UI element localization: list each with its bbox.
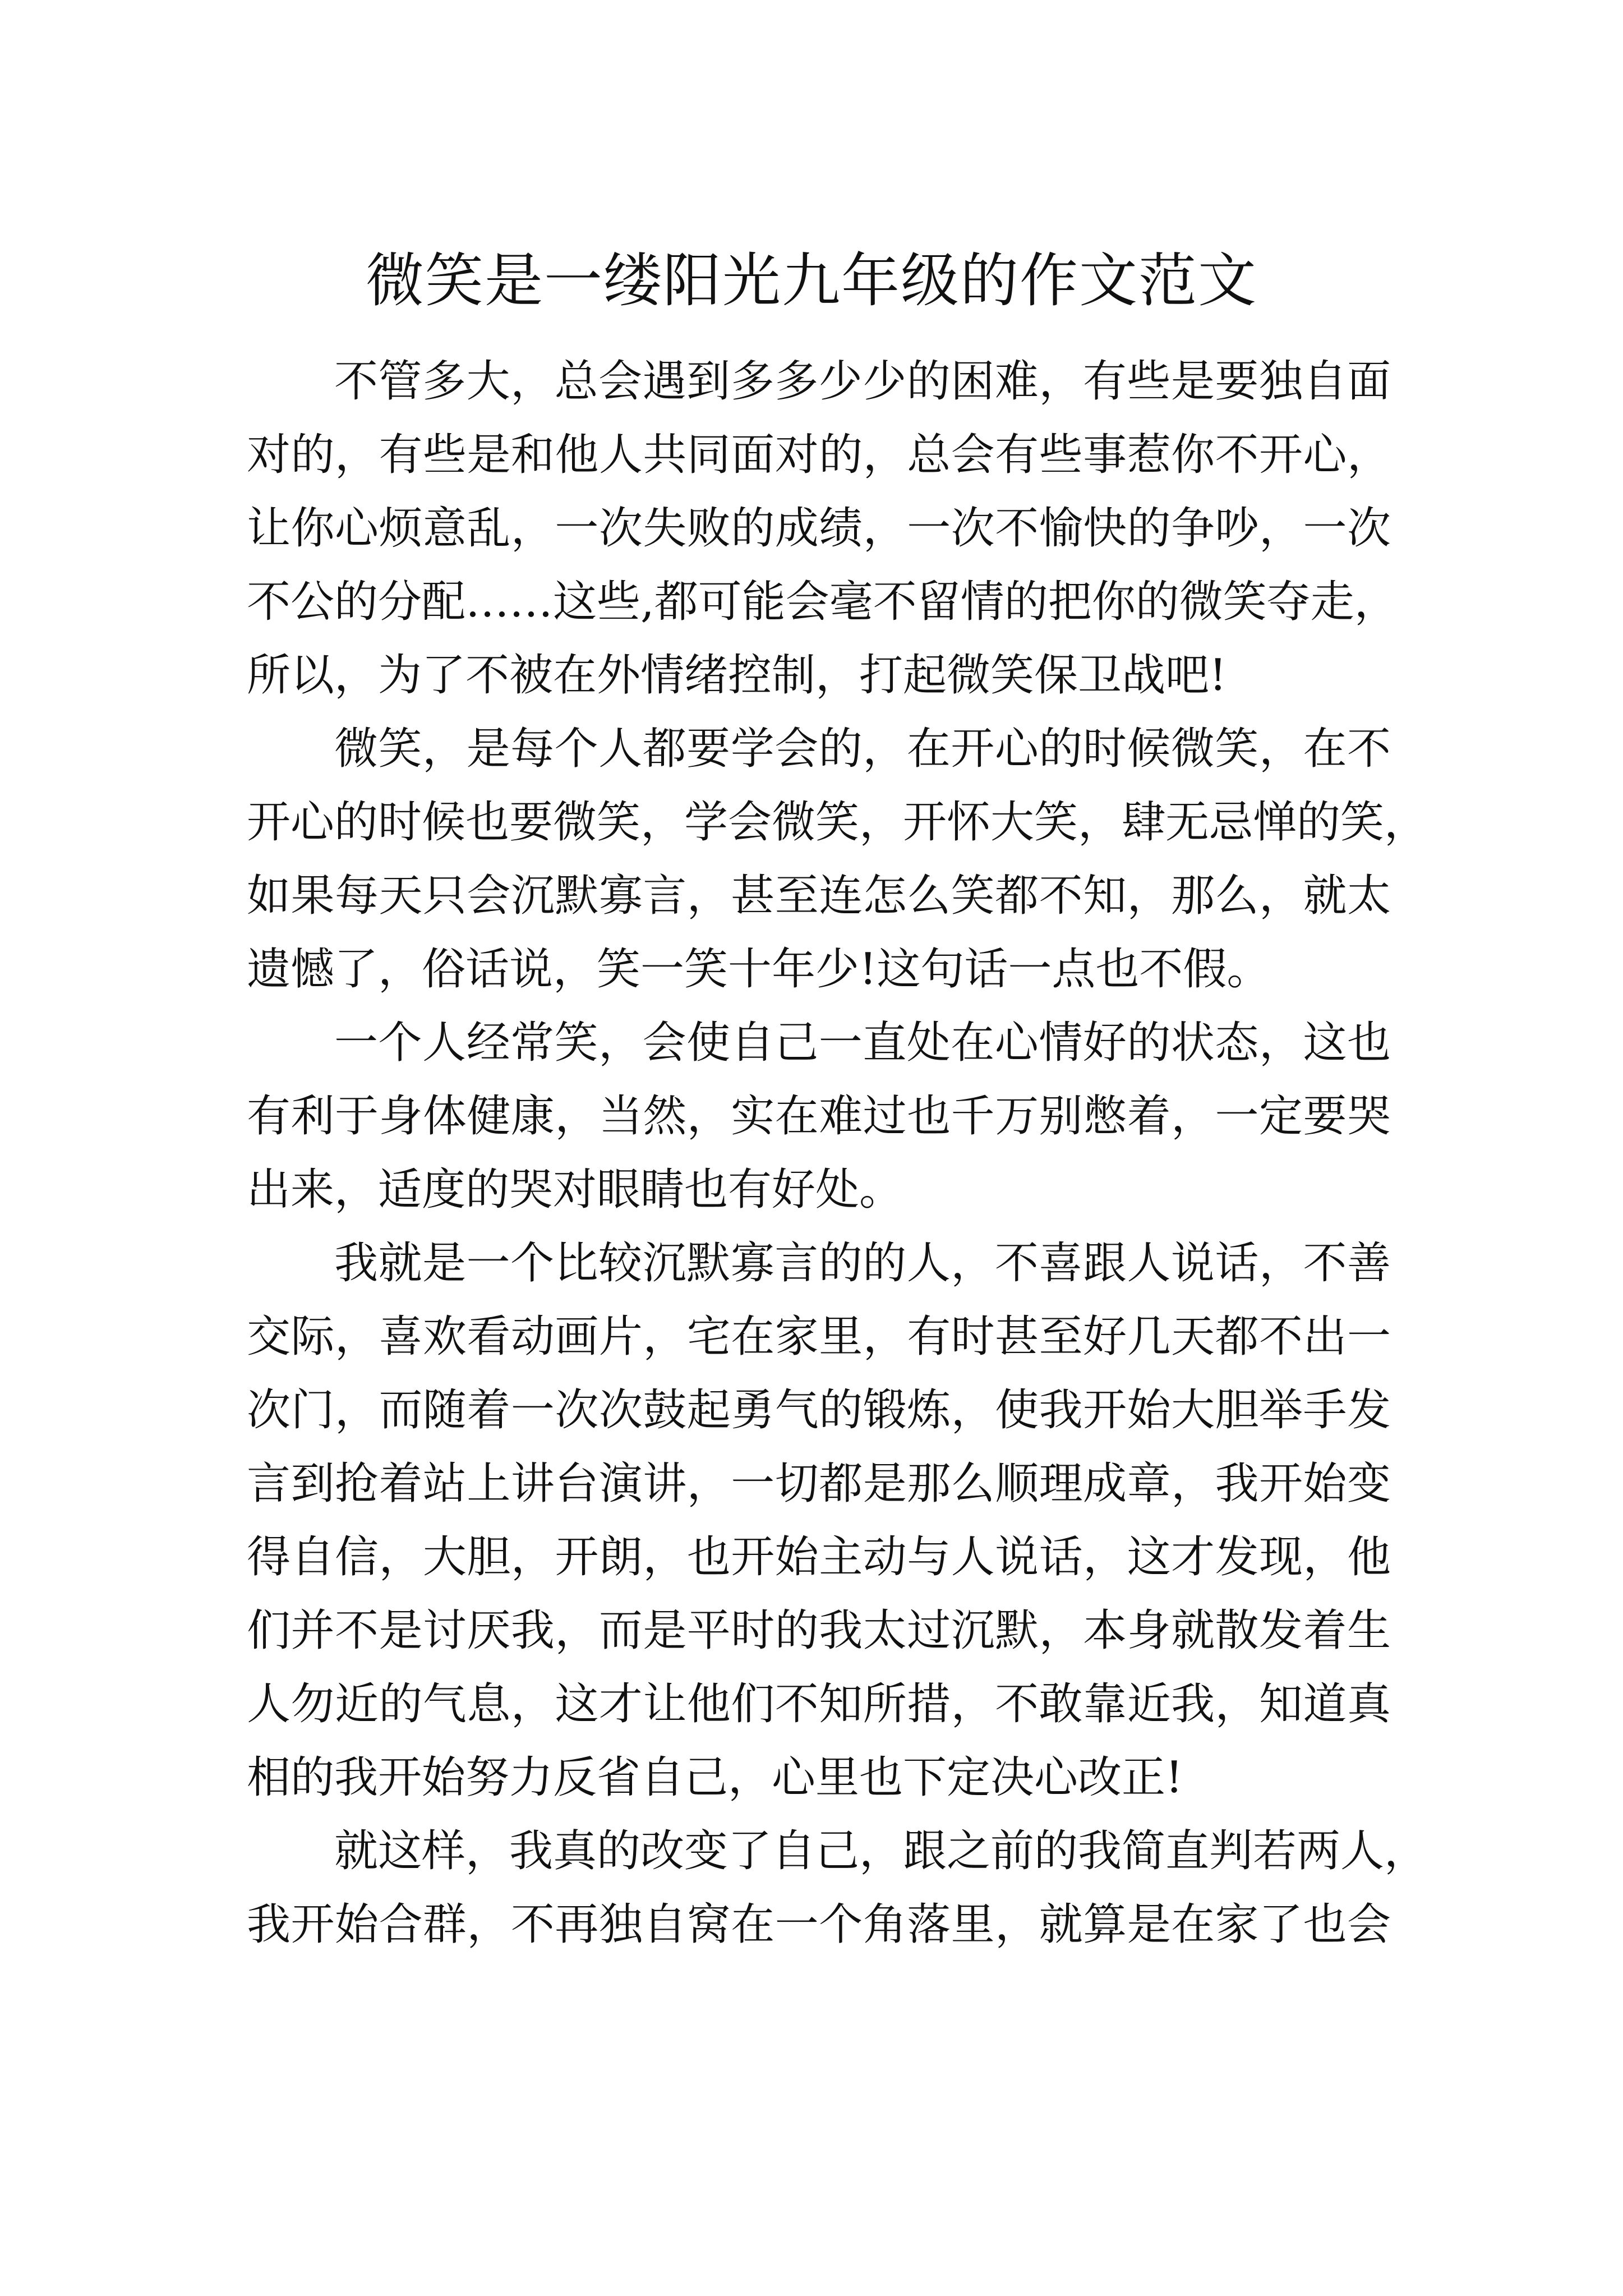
text-line: 言到抢着站上讲台演讲，一切都是那么顺理成章，我开始变 — [247, 1458, 1391, 1509]
text-line: 不公的分配……这些,都可能会毫不留情的把你的微笑夺走， — [247, 577, 1398, 627]
text-line: 我开始合群，不再独自窝在一个角落里，就算是在家了也会 — [247, 1899, 1391, 1950]
text-line: 出来，适度的哭对眼睛也有好处。 — [247, 1165, 903, 1215]
text-line: 对的，有些是和他人共同面对的，总会有些事惹你不开心， — [247, 430, 1391, 480]
document-body — [247, 345, 1428, 1962]
text-line: 遗憾了，俗话说，笑一笑十年少!这句话一点也不假。 — [247, 944, 1271, 995]
text-line: 开心的时候也要微笑，学会微笑，开怀大笑，肆无忌惮的笑， — [247, 797, 1428, 848]
text-line: 交际，喜欢看动画片，宅在家里，有时甚至好几天都不出一 — [247, 1312, 1391, 1362]
text-line: 相的我开始努力反省自己，心里也下定决心改正! — [247, 1752, 1183, 1803]
text-line: 让你心烦意乱，一次失败的成绩，一次不愉快的争吵，一次 — [247, 503, 1391, 554]
text-line: 有利于身体健康，当然，实在难过也千万别憋着，一定要哭 — [247, 1091, 1391, 1142]
text-line: 人勿近的气息，这才让他们不知所措，不敢靠近我，知道真 — [247, 1679, 1391, 1729]
text-line: 如果每天只会沉默寡言，甚至连怎么笑都不知，那么，就太 — [247, 871, 1391, 921]
text-line: 次门，而随着一次次鼓起勇气的锻炼，使我开始大胆举手发 — [247, 1385, 1391, 1435]
text-line: 所以，为了不被在外情绪控制，打起微笑保卫战吧! — [247, 650, 1227, 701]
text-line: 我就是一个比较沉默寡言的的人，不喜跟人说话，不善 — [334, 1238, 1391, 1289]
text-line: 就这样，我真的改变了自己，跟之前的我简直判若两人， — [334, 1826, 1428, 1876]
text-line: 得自信，大胆，开朗，也开始主动与人说话，这才发现，他 — [247, 1532, 1391, 1582]
document-title: 微笑是一缕阳光九年级的作文范文 — [365, 246, 1257, 315]
text-line: 们并不是讨厌我，而是平时的我太过沉默，本身就散发着生 — [247, 1605, 1391, 1656]
text-line: 微笑，是每个人都要学会的，在开心的时候微笑，在不 — [334, 724, 1391, 774]
text-line: 一个人经常笑，会使自己一直处在心情好的状态，这也 — [334, 1018, 1391, 1068]
text-line: 不管多大，总会遇到多多少少的困难，有些是要独自面 — [334, 356, 1391, 407]
